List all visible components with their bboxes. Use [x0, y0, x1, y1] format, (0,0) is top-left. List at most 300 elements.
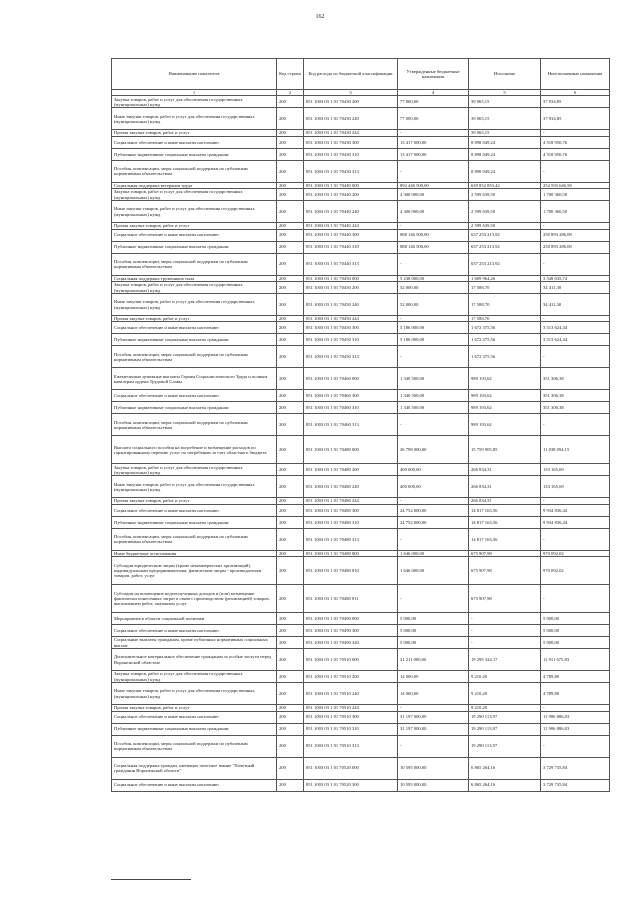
- cell-executed: 637 253 213,92: [469, 253, 541, 275]
- cell-executed: 266 834,31: [469, 498, 541, 504]
- cell-approved: 10 595 000,00: [398, 779, 469, 791]
- cell-expense-code: 851 1003 03 1 01 70480 000: [304, 436, 398, 464]
- cell-indicator-name: Пособия, компенсации, меры социальной поддержки по публичным нормативным обязательствам: [112, 160, 277, 182]
- cell-unexecuted: -: [541, 585, 610, 613]
- cell-approved: 24 752 000,00: [398, 504, 469, 516]
- cell-executed: 9 210,20: [469, 671, 541, 683]
- cell-unexecuted: 351 306,38: [541, 390, 610, 402]
- cell-expense-code: 851 1003 03 1 01 70490 320: [304, 637, 398, 649]
- cell-expense-code: 851 1003 03 1 01 70510 300: [304, 711, 398, 723]
- cell-unexecuted: 3 729 735,84: [541, 779, 610, 791]
- cell-executed: 266 834,31: [469, 464, 541, 476]
- cell-expense-code: 851 1003 03 1 01 70430 300: [304, 136, 398, 148]
- cell-executed: 637 253 213,92: [469, 241, 541, 253]
- cell-line-code: 200: [277, 516, 304, 528]
- cell-approved: 26 798 000,00: [398, 436, 469, 464]
- cell-indicator-name: Социальное обеспечение и иные выплаты населению: [112, 625, 277, 637]
- cell-expense-code: 851 1003 03 1 01 70440 244: [304, 223, 398, 229]
- cell-expense-code: 851 1003 03 1 01 70430 244: [304, 130, 398, 136]
- cell-indicator-name: Публичные нормативные социальные выплаты гражданам: [112, 402, 277, 414]
- cell-approved: 14 000,00: [398, 683, 469, 705]
- cell-indicator-name: Социальное обеспечение и иные выплаты населению: [112, 390, 277, 402]
- cell-unexecuted: -: [541, 705, 610, 711]
- cell-executed: 675 907,98: [469, 550, 541, 556]
- cell-indicator-name: Социальное обеспечение и иные выплаты населению: [112, 504, 277, 516]
- table-row: [112, 108, 610, 130]
- cell-indicator-name: Социальная поддержка граждан, имеющих почетное звание "Почетный гражданин Воронежской области": [112, 757, 277, 779]
- cell-unexecuted: 1 700 360,50: [541, 201, 610, 223]
- table-row: [112, 504, 610, 516]
- cell-indicator-name: Иные бюджетные ассигнования: [112, 550, 277, 556]
- cell-executed: 19 290 113,97: [469, 711, 541, 723]
- cell-indicator-name: Иные закупки товаров, работ и услуг для обеспечения государственных (муниципальных) нужд: [112, 294, 277, 316]
- cell-executed: 6 865 264,16: [469, 757, 541, 779]
- cell-expense-code: 851 1003 03 1 01 70480 244: [304, 498, 398, 504]
- table-row: [112, 637, 610, 649]
- cell-unexecuted: -: [541, 528, 610, 550]
- cell-indicator-name: Закупка товаров, работ и услуг для обеспечения государственных (муниципальных) нужд: [112, 671, 277, 683]
- cell-indicator-name: Субсидии юридическим лицам (кроме некоммерческих организаций), индивидуальным предпринимателям, физическим лицам - производителям товаров, работ, услуг: [112, 557, 277, 585]
- cell-line-code: 200: [277, 275, 304, 281]
- cell-executed: 8 898 049,24: [469, 136, 541, 148]
- cell-approved: 1 340 500,00: [398, 390, 469, 402]
- cell-expense-code: 851 1003 03 1 01 70480 810: [304, 557, 398, 585]
- cell-unexecuted: -: [541, 735, 610, 757]
- cell-unexecuted: 250 893 286,08: [541, 241, 610, 253]
- header-expense-code: Код расхода по бюджетной классификации: [304, 59, 398, 90]
- col-number: 4: [398, 90, 469, 96]
- cell-line-code: 200: [277, 550, 304, 556]
- cell-executed: 17 588,70: [469, 282, 541, 294]
- cell-expense-code: 851 1003 03 1 01 70450 200: [304, 282, 398, 294]
- cell-expense-code: 851 1003 03 1 01 70430 310: [304, 148, 398, 160]
- table-row: [112, 757, 610, 779]
- cell-executed: 989 193,62: [469, 390, 541, 402]
- cell-executed: 675 907,98: [469, 585, 541, 613]
- table-row: [112, 253, 610, 275]
- table-row: [112, 368, 610, 390]
- table-row: [112, 390, 610, 402]
- cell-expense-code: 851 1003 03 1 01 70440 300: [304, 229, 398, 241]
- cell-indicator-name: Пособия, компенсации, меры социальной поддержки по публичным нормативным обязательствам: [112, 414, 277, 436]
- cell-unexecuted: 351 306,38: [541, 368, 610, 390]
- cell-executed: 8 898 049,24: [469, 160, 541, 182]
- cell-unexecuted: 9 934 836,44: [541, 504, 610, 516]
- cell-line-code: 200: [277, 649, 304, 671]
- cell-expense-code: 851 1003 03 1 01 70490 300: [304, 625, 398, 637]
- cell-executed: 9 210,20: [469, 683, 541, 705]
- cell-executed: 989 193,62: [469, 414, 541, 436]
- cell-expense-code: 851 1003 03 1 01 70440 200: [304, 189, 398, 201]
- cell-approved: 1 340 500,00: [398, 368, 469, 390]
- cell-executed: 39 065,15: [469, 130, 541, 136]
- cell-line-code: 200: [277, 390, 304, 402]
- cell-approved: -: [398, 223, 469, 229]
- cell-indicator-name: Пособия, компенсации, меры социальной поддержки по публичным нормативным обязательствам: [112, 346, 277, 368]
- table-header-row: [112, 59, 610, 90]
- cell-line-code: 200: [277, 241, 304, 253]
- cell-executed: 9 210,20: [469, 705, 541, 711]
- cell-approved: 892 446 500,00: [398, 182, 469, 188]
- cell-approved: 400 000,00: [398, 464, 469, 476]
- cell-executed: 17 588,70: [469, 294, 541, 316]
- cell-executed: 989 193,62: [469, 402, 541, 414]
- cell-line-code: 200: [277, 189, 304, 201]
- table-row: [112, 201, 610, 223]
- cell-executed: 39 065,15: [469, 96, 541, 108]
- table-row: [112, 282, 610, 294]
- cell-approved: 77 000,00: [398, 108, 469, 130]
- cell-line-code: 200: [277, 436, 304, 464]
- table-row: [112, 322, 610, 334]
- col-number: 3: [304, 90, 398, 96]
- cell-executed: -: [469, 637, 541, 649]
- cell-executed: 39 065,15: [469, 108, 541, 130]
- cell-line-code: 200: [277, 613, 304, 625]
- cell-executed: 1 689 964,26: [469, 275, 541, 281]
- cell-approved: -: [398, 528, 469, 550]
- cell-expense-code: 851 1003 03 1 01 70440 000: [304, 182, 398, 188]
- cell-expense-code: 851 1003 03 1 01 70510 200: [304, 671, 398, 683]
- cell-approved: -: [398, 316, 469, 322]
- cell-unexecuted: 970 092,02: [541, 557, 610, 585]
- cell-line-code: 200: [277, 625, 304, 637]
- cell-line-code: 200: [277, 402, 304, 414]
- cell-line-code: 200: [277, 368, 304, 390]
- cell-executed: 1 672 375,56: [469, 322, 541, 334]
- cell-line-code: 200: [277, 528, 304, 550]
- cell-unexecuted: 133 165,69: [541, 464, 610, 476]
- cell-unexecuted: 11 906 886,03: [541, 711, 610, 723]
- table-row: [112, 148, 610, 160]
- cell-unexecuted: 970 092,02: [541, 550, 610, 556]
- cell-indicator-name: Публичные нормативные социальные выплаты гражданам: [112, 241, 277, 253]
- cell-approved: -: [398, 414, 469, 436]
- cell-unexecuted: 250 893 286,08: [541, 229, 610, 241]
- cell-indicator-name: Ежемесячные денежные выплаты Героям Социалистического Труда и полным кавалерам ордена Трудовой Славы: [112, 368, 277, 390]
- table-row: [112, 229, 610, 241]
- cell-approved: 5 000,00: [398, 613, 469, 625]
- cell-expense-code: 851 1003 03 1 01 70510 313: [304, 735, 398, 757]
- cell-executed: 989 193,62: [469, 368, 541, 390]
- cell-line-code: 200: [277, 498, 304, 504]
- cell-expense-code: 851 1003 03 1 01 70480 240: [304, 476, 398, 498]
- cell-expense-code: 851 1003 03 1 01 70450 244: [304, 316, 398, 322]
- cell-line-code: 200: [277, 148, 304, 160]
- table-row: [112, 160, 610, 182]
- cell-unexecuted: 5 000,00: [541, 637, 610, 649]
- cell-expense-code: 851 1003 03 1 01 70460 313: [304, 414, 398, 436]
- table-row: [112, 516, 610, 528]
- footnote-separator: [111, 879, 191, 880]
- table-row: [112, 649, 610, 671]
- cell-executed: -: [469, 613, 541, 625]
- header-unexecuted: Неисполненные назначения: [541, 59, 610, 90]
- cell-approved: 13 417 000,00: [398, 148, 469, 160]
- table-row: [112, 294, 610, 316]
- cell-unexecuted: -: [541, 253, 610, 275]
- table-row: [112, 346, 610, 368]
- cell-expense-code: 851 1003 03 1 01 70510 310: [304, 723, 398, 735]
- cell-executed: 19 290 113,97: [469, 723, 541, 735]
- cell-indicator-name: Закупка товаров, работ и услуг для обеспечения государственных (муниципальных) нужд: [112, 189, 277, 201]
- cell-indicator-name: Субсидии на возмещение недополученных доходов и (или) возмещение фактически понесенных затрат в связи с производством (реализацией) товаров, выполнением работ, оказанием услуг: [112, 585, 277, 613]
- table-row: [112, 625, 610, 637]
- cell-unexecuted: 34 411,30: [541, 294, 610, 316]
- cell-indicator-name: Публичные нормативные социальные выплаты гражданам: [112, 723, 277, 735]
- table-row: [112, 189, 610, 201]
- cell-expense-code: 851 1003 03 1 01 70430 240: [304, 108, 398, 130]
- cell-executed: 14 817 163,56: [469, 504, 541, 516]
- cell-line-code: 200: [277, 253, 304, 275]
- table-row: [112, 464, 610, 476]
- cell-expense-code: 851 1003 03 1 01 70480 200: [304, 464, 398, 476]
- cell-line-code: 200: [277, 414, 304, 436]
- cell-expense-code: 851 1003 03 1 01 70460 300: [304, 390, 398, 402]
- cell-line-code: 200: [277, 130, 304, 136]
- cell-approved: 10 595 000,00: [398, 757, 469, 779]
- cell-executed: 14 817 163,56: [469, 516, 541, 528]
- header-indicator-name: Наименование показателя: [112, 59, 277, 90]
- cell-approved: 77 000,00: [398, 96, 469, 108]
- cell-line-code: 200: [277, 585, 304, 613]
- cell-expense-code: 851 1003 03 1 01 70440 313: [304, 253, 398, 275]
- cell-line-code: 200: [277, 711, 304, 723]
- cell-indicator-name: Прочая закупка товаров, работ и услуг: [112, 498, 277, 504]
- cell-indicator-name: Иные закупки товаров, работ и услуг для обеспечения государственных (муниципальных) нужд: [112, 108, 277, 130]
- cell-unexecuted: 4 518 950,76: [541, 148, 610, 160]
- cell-indicator-name: Прочая закупка товаров, работ и услуг: [112, 705, 277, 711]
- cell-unexecuted: 3 513 624,44: [541, 334, 610, 346]
- table-body: [112, 96, 610, 791]
- cell-line-code: 200: [277, 334, 304, 346]
- header-approved: Утвержденные бюджетные назначения: [398, 59, 469, 90]
- cell-unexecuted: -: [541, 160, 610, 182]
- cell-indicator-name: Закупка товаров, работ и услуг для обеспечения государственных (муниципальных) нужд: [112, 282, 277, 294]
- header-executed: Исполнено: [469, 59, 541, 90]
- cell-unexecuted: 5 000,00: [541, 613, 610, 625]
- cell-approved: 5 000,00: [398, 625, 469, 637]
- cell-unexecuted: 3 548 035,74: [541, 275, 610, 281]
- table-row: [112, 402, 610, 414]
- cell-line-code: 200: [277, 322, 304, 334]
- cell-unexecuted: 37 934,85: [541, 108, 610, 130]
- cell-executed: 1 672 375,56: [469, 334, 541, 346]
- cell-indicator-name: Иные закупки товаров, работ и услуг для обеспечения государственных (муниципальных) нужд: [112, 683, 277, 705]
- cell-approved: 5 238 000,00: [398, 275, 469, 281]
- cell-approved: 1 340 500,00: [398, 402, 469, 414]
- cell-indicator-name: Иные закупки товаров, работ и услуг для обеспечения государственных (муниципальных) нужд: [112, 476, 277, 498]
- cell-indicator-name: Дополнительное материальное обеспечение гражданам за особые заслуги перед Воронежской областью: [112, 649, 277, 671]
- cell-line-code: 200: [277, 705, 304, 711]
- cell-indicator-name: Закупка товаров, работ и услуг для обеспечения государственных (муниципальных) нужд: [112, 96, 277, 108]
- cell-indicator-name: Прочая закупка товаров, работ и услуг: [112, 316, 277, 322]
- cell-approved: 1 646 000,00: [398, 550, 469, 556]
- cell-indicator-name: Публичные нормативные социальные выплаты гражданам: [112, 148, 277, 160]
- cell-indicator-name: Социальная поддержка ветеранов труда: [112, 182, 277, 188]
- cell-executed: 2 599 639,50: [469, 201, 541, 223]
- cell-expense-code: 851 1003 03 1 01 70480 300: [304, 504, 398, 516]
- cell-approved: -: [398, 160, 469, 182]
- table-row: [112, 528, 610, 550]
- cell-unexecuted: 4 789,80: [541, 683, 610, 705]
- cell-expense-code: 851 1003 03 1 01 70450 313: [304, 346, 398, 368]
- cell-expense-code: 851 1003 03 1 01 70520 300: [304, 779, 398, 791]
- cell-executed: 6 865 264,16: [469, 779, 541, 791]
- cell-executed: -: [469, 625, 541, 637]
- cell-executed: 17 588,70: [469, 316, 541, 322]
- cell-unexecuted: 3 513 624,44: [541, 322, 610, 334]
- cell-expense-code: 851 1003 03 1 01 70430 200: [304, 96, 398, 108]
- cell-line-code: 200: [277, 316, 304, 322]
- cell-approved: 4 300 000,00: [398, 189, 469, 201]
- cell-unexecuted: -: [541, 223, 610, 229]
- cell-line-code: 200: [277, 464, 304, 476]
- cell-unexecuted: 11 911 675,83: [541, 649, 610, 671]
- table-row: [112, 241, 610, 253]
- cell-unexecuted: 9 934 836,44: [541, 516, 610, 528]
- cell-expense-code: 851 1003 03 1 01 70450 300: [304, 322, 398, 334]
- cell-expense-code: 851 1003 03 1 01 70480 800: [304, 550, 398, 556]
- cell-approved: 1 646 000,00: [398, 557, 469, 585]
- cell-line-code: 200: [277, 735, 304, 757]
- cell-unexecuted: -: [541, 130, 610, 136]
- cell-approved: 31 197 000,00: [398, 723, 469, 735]
- cell-indicator-name: Прочая закупка товаров, работ и услуг: [112, 223, 277, 229]
- cell-approved: 5 000,00: [398, 637, 469, 649]
- cell-approved: -: [398, 130, 469, 136]
- cell-expense-code: 851 1003 03 1 01 70460 310: [304, 402, 398, 414]
- cell-expense-code: 851 1003 03 1 01 70510 000: [304, 649, 398, 671]
- cell-line-code: 200: [277, 476, 304, 498]
- cell-unexecuted: 133 165,69: [541, 476, 610, 498]
- cell-executed: 2 599 639,50: [469, 223, 541, 229]
- cell-expense-code: 851 1003 03 1 01 70510 244: [304, 705, 398, 711]
- cell-expense-code: 851 1003 03 1 01 70460 000: [304, 368, 398, 390]
- col-number: 6: [541, 90, 610, 96]
- cell-expense-code: 851 1003 03 1 01 70480 313: [304, 528, 398, 550]
- cell-approved: 13 417 000,00: [398, 136, 469, 148]
- cell-indicator-name: Публичные нормативные социальные выплаты гражданам: [112, 516, 277, 528]
- table-row: [112, 96, 610, 108]
- cell-approved: 5 186 000,00: [398, 334, 469, 346]
- table-row: [112, 557, 610, 585]
- cell-line-code: 200: [277, 757, 304, 779]
- col-number: 5: [469, 90, 541, 96]
- cell-unexecuted: 351 306,38: [541, 402, 610, 414]
- cell-indicator-name: Мероприятия в области социальной политики: [112, 613, 277, 625]
- cell-approved: 31 197 000,00: [398, 711, 469, 723]
- cell-line-code: 200: [277, 136, 304, 148]
- cell-expense-code: 851 1003 03 1 01 70440 310: [304, 241, 398, 253]
- cell-unexecuted: 252 593 646,58: [541, 182, 610, 188]
- cell-indicator-name: Социальное обеспечение и иные выплаты населению: [112, 711, 277, 723]
- cell-indicator-name: Социальные выплаты гражданам, кроме публичных нормативных социальных выплат: [112, 637, 277, 649]
- cell-expense-code: 851 1003 03 1 01 70480 310: [304, 516, 398, 528]
- cell-approved: 888 146 500,00: [398, 241, 469, 253]
- cell-executed: 639 852 853,42: [469, 182, 541, 188]
- cell-executed: 15 759 905,85: [469, 436, 541, 464]
- cell-indicator-name: Социальная поддержка тружеников тыла: [112, 275, 277, 281]
- table-row: [112, 436, 610, 464]
- table-row: [112, 136, 610, 148]
- cell-approved: 14 000,00: [398, 671, 469, 683]
- cell-approved: -: [398, 705, 469, 711]
- cell-indicator-name: Прочая закупка товаров, работ и услуг: [112, 130, 277, 136]
- cell-indicator-name: Социальное обеспечение и иные выплаты населению: [112, 779, 277, 791]
- cell-unexecuted: -: [541, 346, 610, 368]
- cell-line-code: 200: [277, 201, 304, 223]
- cell-indicator-name: Выплата социального пособия на погребение и возмещение расходов по гарантированному перечню услуг по погребению за счет областного бюджета: [112, 436, 277, 464]
- table-row: [112, 613, 610, 625]
- table-row: [112, 711, 610, 723]
- cell-line-code: 200: [277, 671, 304, 683]
- cell-line-code: 200: [277, 346, 304, 368]
- cell-approved: -: [398, 253, 469, 275]
- cell-approved: -: [398, 346, 469, 368]
- cell-approved: 4 300 000,00: [398, 201, 469, 223]
- cell-line-code: 200: [277, 779, 304, 791]
- cell-indicator-name: Иные закупки товаров, работ и услуг для обеспечения государственных (муниципальных) нужд: [112, 201, 277, 223]
- cell-unexecuted: -: [541, 498, 610, 504]
- cell-approved: 24 752 000,00: [398, 516, 469, 528]
- cell-unexecuted: -: [541, 414, 610, 436]
- cell-indicator-name: Социальное обеспечение и иные выплаты населению: [112, 136, 277, 148]
- cell-unexecuted: 4 789,80: [541, 671, 610, 683]
- table-row: [112, 671, 610, 683]
- cell-expense-code: 851 1003 03 1 01 70450 310: [304, 334, 398, 346]
- cell-indicator-name: Пособия, компенсации, меры социальной поддержки по публичным нормативным обязательствам: [112, 528, 277, 550]
- table-row: [112, 334, 610, 346]
- cell-line-code: 200: [277, 182, 304, 188]
- cell-executed: 266 834,31: [469, 476, 541, 498]
- cell-line-code: 200: [277, 723, 304, 735]
- cell-approved: 5 186 000,00: [398, 322, 469, 334]
- cell-line-code: 200: [277, 282, 304, 294]
- cell-expense-code: 851 1003 03 1 01 70480 811: [304, 585, 398, 613]
- table-row: [112, 735, 610, 757]
- cell-approved: -: [398, 585, 469, 613]
- cell-approved: -: [398, 735, 469, 757]
- cell-unexecuted: 1 700 360,50: [541, 189, 610, 201]
- table-row: [112, 683, 610, 705]
- cell-indicator-name: Закупка товаров, работ и услуг для обеспечения государственных (муниципальных) нужд: [112, 464, 277, 476]
- table-row: [112, 414, 610, 436]
- cell-unexecuted: -: [541, 316, 610, 322]
- cell-expense-code: 851 1003 03 1 01 70520 000: [304, 757, 398, 779]
- col-number: 2: [277, 90, 304, 96]
- cell-line-code: 200: [277, 108, 304, 130]
- cell-line-code: 200: [277, 637, 304, 649]
- cell-approved: 52 000,00: [398, 294, 469, 316]
- cell-expense-code: 851 1003 03 1 01 70450 000: [304, 275, 398, 281]
- cell-unexecuted: 37 934,85: [541, 96, 610, 108]
- cell-executed: 675 907,98: [469, 557, 541, 585]
- page-number: 162: [315, 14, 325, 20]
- table-row: [112, 723, 610, 735]
- col-number: 1: [112, 90, 277, 96]
- cell-line-code: 200: [277, 96, 304, 108]
- cell-executed: 2 599 639,50: [469, 189, 541, 201]
- cell-line-code: 200: [277, 557, 304, 585]
- cell-approved: 52 000,00: [398, 282, 469, 294]
- cell-executed: 19 299 324,17: [469, 649, 541, 671]
- budget-execution-table: [111, 58, 610, 792]
- cell-expense-code: 851 1003 03 1 01 70430 313: [304, 160, 398, 182]
- cell-unexecuted: 11 038 094,15: [541, 436, 610, 464]
- cell-indicator-name: Социальное обеспечение и иные выплаты населению: [112, 322, 277, 334]
- cell-executed: 637 253 213,92: [469, 229, 541, 241]
